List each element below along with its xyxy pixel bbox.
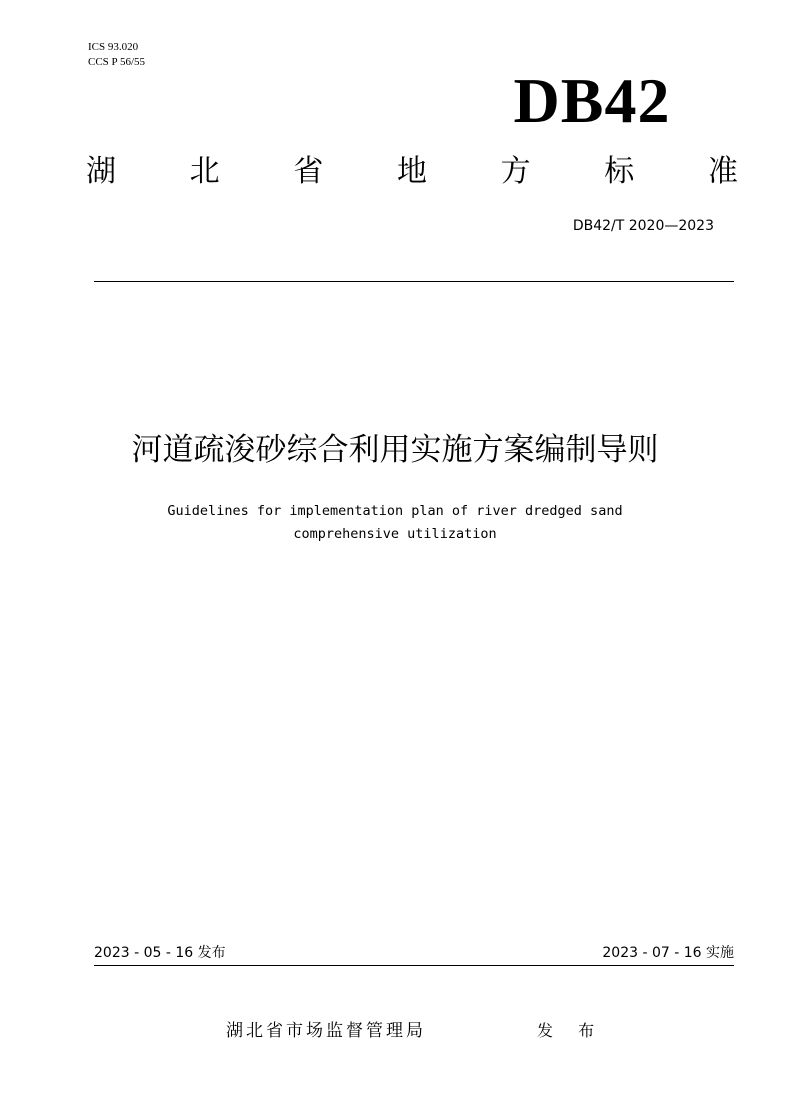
standard-number: DB42/T 2020—2023 [572, 218, 714, 234]
standard-logo-code: DB42 [513, 65, 671, 136]
publish-label: 发 布 [537, 1021, 605, 1040]
classification-codes [88, 40, 145, 70]
english-title-line: Guidelines for implementation plan of river dredged sand [167, 503, 623, 519]
standard-type-char: 省 [293, 154, 324, 189]
issue-date: 2023 - 05 - 16 发布 [94, 945, 226, 961]
document-title-chinese: 河道疏浚砂综合利用实施方案编制导则 [131, 432, 659, 468]
ics-code: ICS 93.020 [88, 41, 139, 53]
standard-type-char: 准 [707, 154, 738, 189]
ccs-code: CCS P 56/55 [88, 56, 146, 68]
standard-type-char: 北 [189, 154, 220, 189]
standard-type-char: 地 [396, 154, 427, 189]
top-divider [94, 281, 734, 282]
standard-type-char: 方 [500, 154, 531, 189]
implementation-date: 2023 - 07 - 16 实施 [602, 945, 734, 961]
english-title-line: comprehensive utilization [293, 526, 497, 542]
document-title-english [0, 500, 790, 546]
publisher-name: 湖北省市场监督管理局 [226, 1021, 426, 1041]
bottom-divider [94, 965, 734, 966]
standard-type-char: 标 [604, 154, 635, 189]
standard-type-heading [86, 152, 738, 192]
standard-type-char: 湖 [86, 154, 116, 189]
